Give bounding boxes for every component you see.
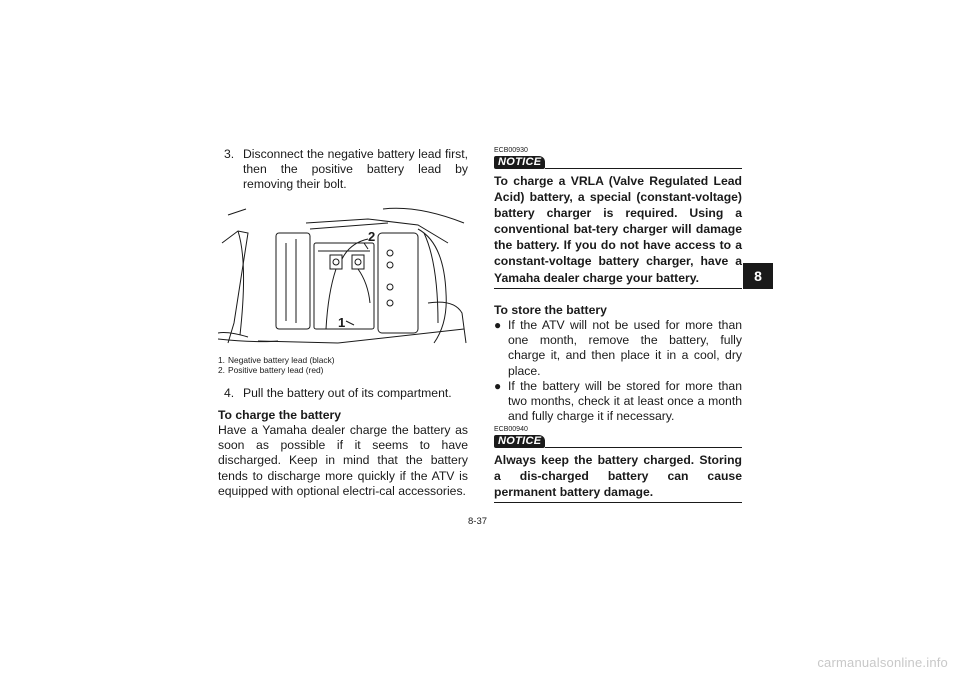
legend-item: [218, 355, 468, 365]
chapter-tab: 8: [743, 263, 773, 289]
notice-header: [494, 435, 742, 448]
page-number: 8-37: [468, 516, 488, 527]
step-text: Disconnect the negative battery lead first, then the positive battery lead by removing their bolt.: [243, 147, 468, 192]
notice-header: [494, 156, 742, 169]
notice-badge: NOTICE: [494, 435, 545, 448]
list-item: [494, 318, 742, 379]
legend-number: 2.: [218, 365, 225, 376]
bullet-icon: ●: [494, 378, 502, 393]
left-column: [218, 147, 468, 499]
step-number: 3.: [224, 147, 235, 161]
store-heading: To store the battery: [494, 302, 607, 317]
right-column: [494, 147, 742, 503]
notice-rule: [545, 168, 742, 169]
charge-paragraph: Have a Yamaha dealer charge the battery as soon as possible if it seems to have discharged. Keep in mind that the battery tends to discharge more quickly if the ATV is equipped with optional electri-cal accessories.: [218, 422, 468, 498]
notice-code: ECB00930: [494, 147, 528, 154]
bullet-text: If the battery will be stored for more than two months, check it at least once a month and fully charge it if necessary.: [508, 378, 742, 424]
battery-illustration: [218, 203, 468, 351]
callout-1: 1: [338, 314, 346, 330]
bullet-icon: ●: [494, 317, 502, 332]
figure-legend: [218, 355, 468, 376]
notice-code: ECB00940: [494, 425, 528, 433]
notice-badge: NOTICE: [494, 156, 545, 169]
notice-rule: [545, 447, 742, 448]
notice-text: Always keep the battery charged. Storing a dis-charged battery can cause permanent battery damage.: [494, 452, 742, 503]
charge-heading: To charge the battery: [218, 407, 342, 422]
step-4: [218, 386, 468, 401]
list-item: [494, 379, 742, 425]
watermark: carmanualsonline.info: [817, 655, 948, 670]
bullet-text: If the ATV will not be used for more than one month, remove the battery, fully charge it, and then place it in a cool, dry place.: [508, 317, 742, 378]
callout-2: 2: [368, 228, 376, 244]
notice-text: To charge a VRLA (Valve Regulated Lead Acid) battery, a special (constant-voltage) battery charger is required. Using a conventional bat-tery charger will damage the battery. If you do not have access to a constant-voltage battery charger, have a Yamaha dealer charge your battery.: [494, 173, 742, 289]
legend-number: 1.: [218, 354, 225, 365]
step-3: [218, 147, 468, 193]
step-text: Pull the battery out of its compartment.: [243, 386, 452, 401]
legend-text: Negative battery lead (black): [228, 354, 335, 365]
step-number: 4.: [224, 386, 235, 401]
legend-item: [218, 365, 468, 375]
legend-text: Positive battery lead (red): [228, 365, 324, 376]
